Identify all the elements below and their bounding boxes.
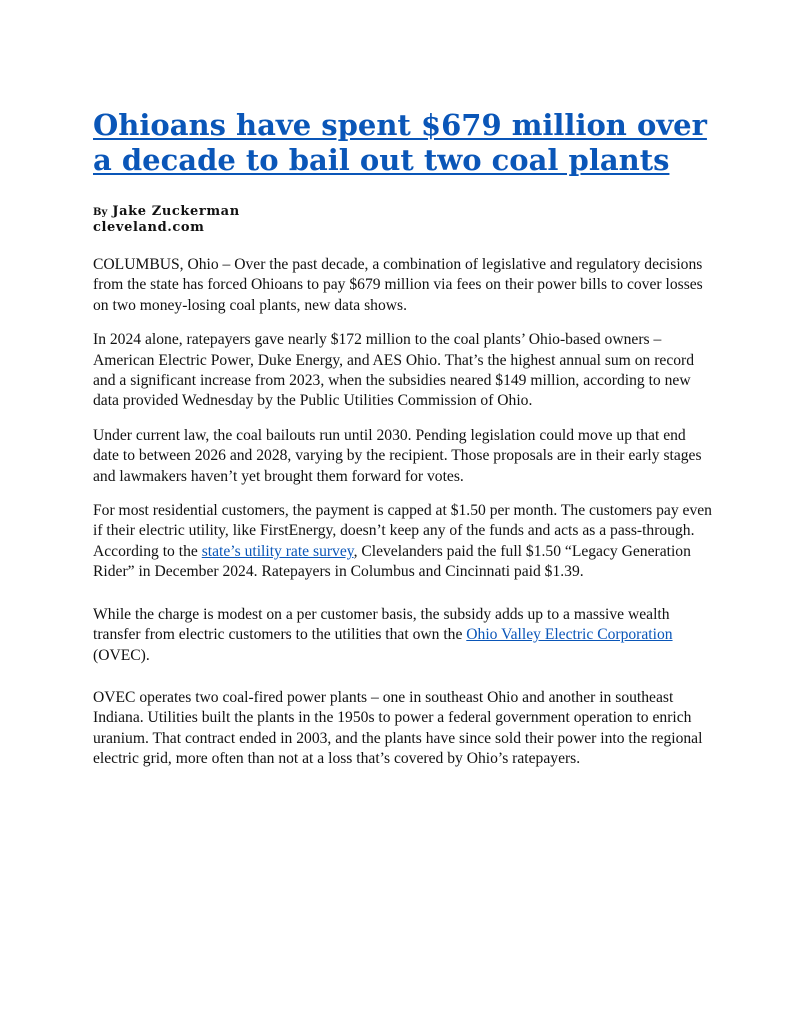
article — [93, 108, 713, 784]
paragraph-4-text-start: For most residential customers, the payment is capped at $1.50 per month. The customers pay even if their electric utility, like FirstEnergy, doesn’t keep any of the funds and acts as a pass-through. According to the — [93, 502, 712, 560]
paragraph-2: In 2024 alone, ratepayers gave nearly $172 million to the coal plants’ Ohio-based owners – American Electric Power, Duke Energy, and AES Ohio. That’s the highest annual sum on record and a significant increase from 2023, when the subsidies neared $149 million, according to new data provided Wednesday by the Public Utilities Commission of Ohio. — [93, 331, 695, 410]
paragraph-5-text-start: While the charge is modest on a per customer basis, the subsidy adds up to a massive wealth transfer from electric customers to the utilities that own the — [93, 605, 670, 644]
article-title-link[interactable]: Ohioans have spent $679 million over a decade to bail out two coal plants — [93, 108, 707, 177]
paragraph-6: OVEC operates two coal-fired power plants – one in southeast Ohio and another in southeast Indiana. Utilities built the plants in the 1950s to power a federal government operation to enrich uranium. That contract ended in 2003, and the plants have since sold their power into the regional electric grid, more often than not at a loss that’s covered by Ohio’s ratepayers. — [93, 688, 703, 768]
paragraph-5-text-end: (OVEC). — [93, 646, 150, 664]
paragraph-3: Under current law, the coal bailouts run until 2030. Pending legislation could move up that end date to between 2026 and 2028, varying by the recipient. Those proposals are in their early stages and lawmakers haven’t yet brought them forward for votes. — [93, 426, 702, 485]
ovec-link[interactable]: Ohio Valley Electric Corporation — [466, 626, 673, 644]
byline-author: Jake Zuckerman — [112, 204, 240, 219]
paragraph-4 — [93, 501, 713, 583]
article-body — [93, 255, 713, 770]
paragraph-5 — [93, 605, 713, 666]
paragraph-4-text-end: , Clevelanders paid the full $1.50 “Legacy Generation Rider” in December 2024. Ratepayers in Columbus and Cincinnati paid $1.39. — [93, 542, 691, 581]
byline — [93, 200, 713, 235]
utility-rate-survey-link[interactable]: state’s utility rate survey — [201, 542, 354, 560]
byline-by: By — [93, 207, 108, 218]
byline-source: cleveland.com — [93, 220, 205, 235]
paragraph-1: COLUMBUS, Ohio – Over the past decade, a combination of legislative and regulatory decisions from the state has forced Ohioans to pay $679 million via fees on their power bills to cover losses on two money-losing coal plants, new data shows. — [93, 256, 703, 314]
